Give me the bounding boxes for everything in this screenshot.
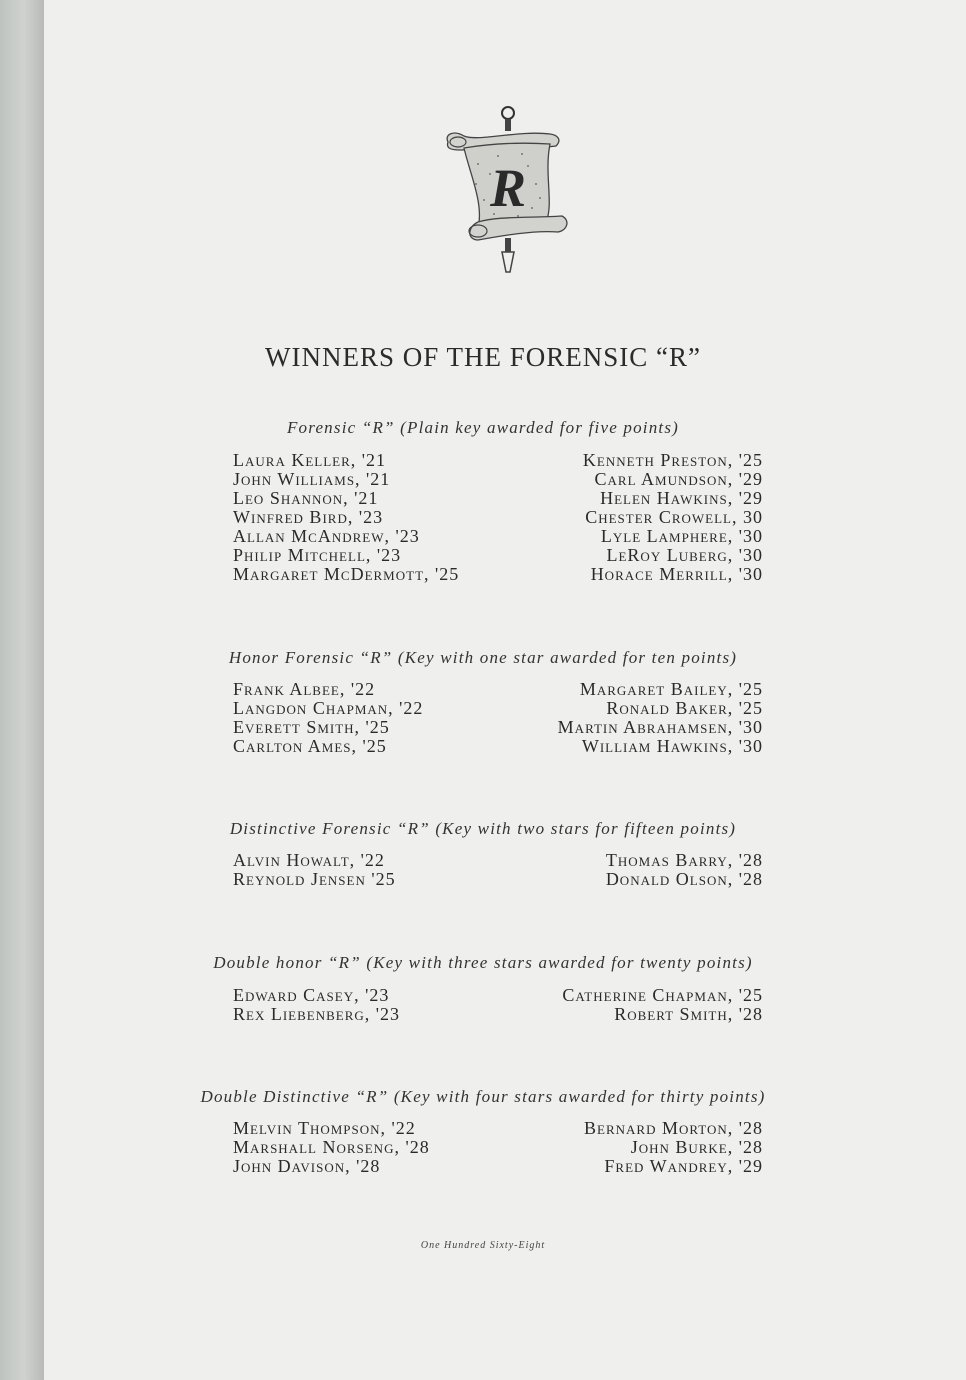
winner-name: Philip Mitchell, '23 <box>233 545 402 565</box>
winner-name: John Burke, '28 <box>630 1137 763 1157</box>
winner-name: Reynold Jensen '25 <box>233 869 396 889</box>
winners-right-column <box>606 851 763 889</box>
winner-name: Everett Smith, '25 <box>233 717 390 737</box>
winner-name: Melvin Thompson, '22 <box>233 1118 416 1138</box>
winners-left-column <box>233 451 459 584</box>
winner-name: Langdon Chapman, '22 <box>233 698 424 718</box>
winner-name: Allan McAndrew, '23 <box>233 526 420 546</box>
winner-name: Margaret McDermott, '25 <box>233 564 460 584</box>
winner-name: Frank Albee, '22 <box>233 679 376 699</box>
winner-name: Horace Merrill, '30 <box>590 564 763 584</box>
scroll-key-r-icon <box>438 104 578 276</box>
winner-name: Fred Wandrey, '29 <box>604 1156 763 1176</box>
section-heading-distinctive: Distinctive Forensic “R” (Key with two stars for fifteen points) <box>229 819 737 838</box>
page-binding-edge <box>0 0 44 1380</box>
winner-name: John Davison, '28 <box>233 1156 381 1176</box>
winner-name: Kenneth Preston, '25 <box>582 450 763 470</box>
winners-right-column <box>583 451 763 584</box>
winner-name: Laura Keller, '21 <box>233 450 387 470</box>
winner-name: Winfred Bird, '23 <box>233 507 384 527</box>
section-heading-honor: Honor Forensic “R” (Key with one star awarded for ten points) <box>228 648 738 667</box>
winners-left-column <box>233 986 400 1024</box>
winners-right-column <box>562 986 763 1024</box>
winner-name: Edward Casey, '23 <box>233 985 390 1005</box>
winner-name: Helen Hawkins, '29 <box>600 488 763 508</box>
page-title: WINNERS OF THE FORENSIC “R” <box>264 342 701 372</box>
winner-name: Carlton Ames, '25 <box>233 736 387 756</box>
winners-left-column <box>233 851 396 889</box>
svg-text:R: R <box>489 158 527 218</box>
winner-name: Robert Smith, '28 <box>614 1004 763 1024</box>
winners-right-column <box>584 1119 763 1176</box>
section-heading-double-honor: Double honor “R” (Key with three stars awarded for twenty points) <box>213 953 753 972</box>
winner-name: Chester Crowell, 30 <box>585 507 763 527</box>
winner-name: Donald Olson, '28 <box>605 869 763 889</box>
winner-name: LeRoy Luberg, '30 <box>606 545 763 565</box>
winner-name: Martin Abrahamsen, '30 <box>557 717 763 737</box>
winner-name: Carl Amundson, '29 <box>594 469 763 489</box>
winner-name: Margaret Bailey, '25 <box>579 679 763 699</box>
winner-name: John Williams, '21 <box>233 469 391 489</box>
winners-left-column <box>233 680 423 756</box>
page-number-footer: One Hundred Sixty-Eight <box>420 1240 546 1251</box>
winners-right-column <box>558 680 763 756</box>
winner-name: Thomas Barry, '28 <box>605 850 763 870</box>
winner-name: Leo Shannon, '21 <box>233 488 379 508</box>
section-heading-double-distinctive: Double Distinctive “R” (Key with four stars awarded for thirty points) <box>200 1087 766 1106</box>
winner-name: Ronald Baker, '25 <box>606 698 763 718</box>
winner-name: Catherine Chapman, '25 <box>562 985 763 1005</box>
winner-name: Rex Liebenberg, '23 <box>233 1004 401 1024</box>
winner-name: Alvin Howalt, '22 <box>233 850 385 870</box>
winner-name: Marshall Norseng, '28 <box>233 1137 430 1157</box>
winner-name: William Hawkins, '30 <box>581 736 763 756</box>
winners-left-column <box>233 1119 430 1176</box>
winner-name: Bernard Morton, '28 <box>584 1118 763 1138</box>
section-heading-forensic: Forensic “R” (Plain key awarded for five points) <box>286 418 680 437</box>
winner-name: Lyle Lamphere, '30 <box>600 526 763 546</box>
